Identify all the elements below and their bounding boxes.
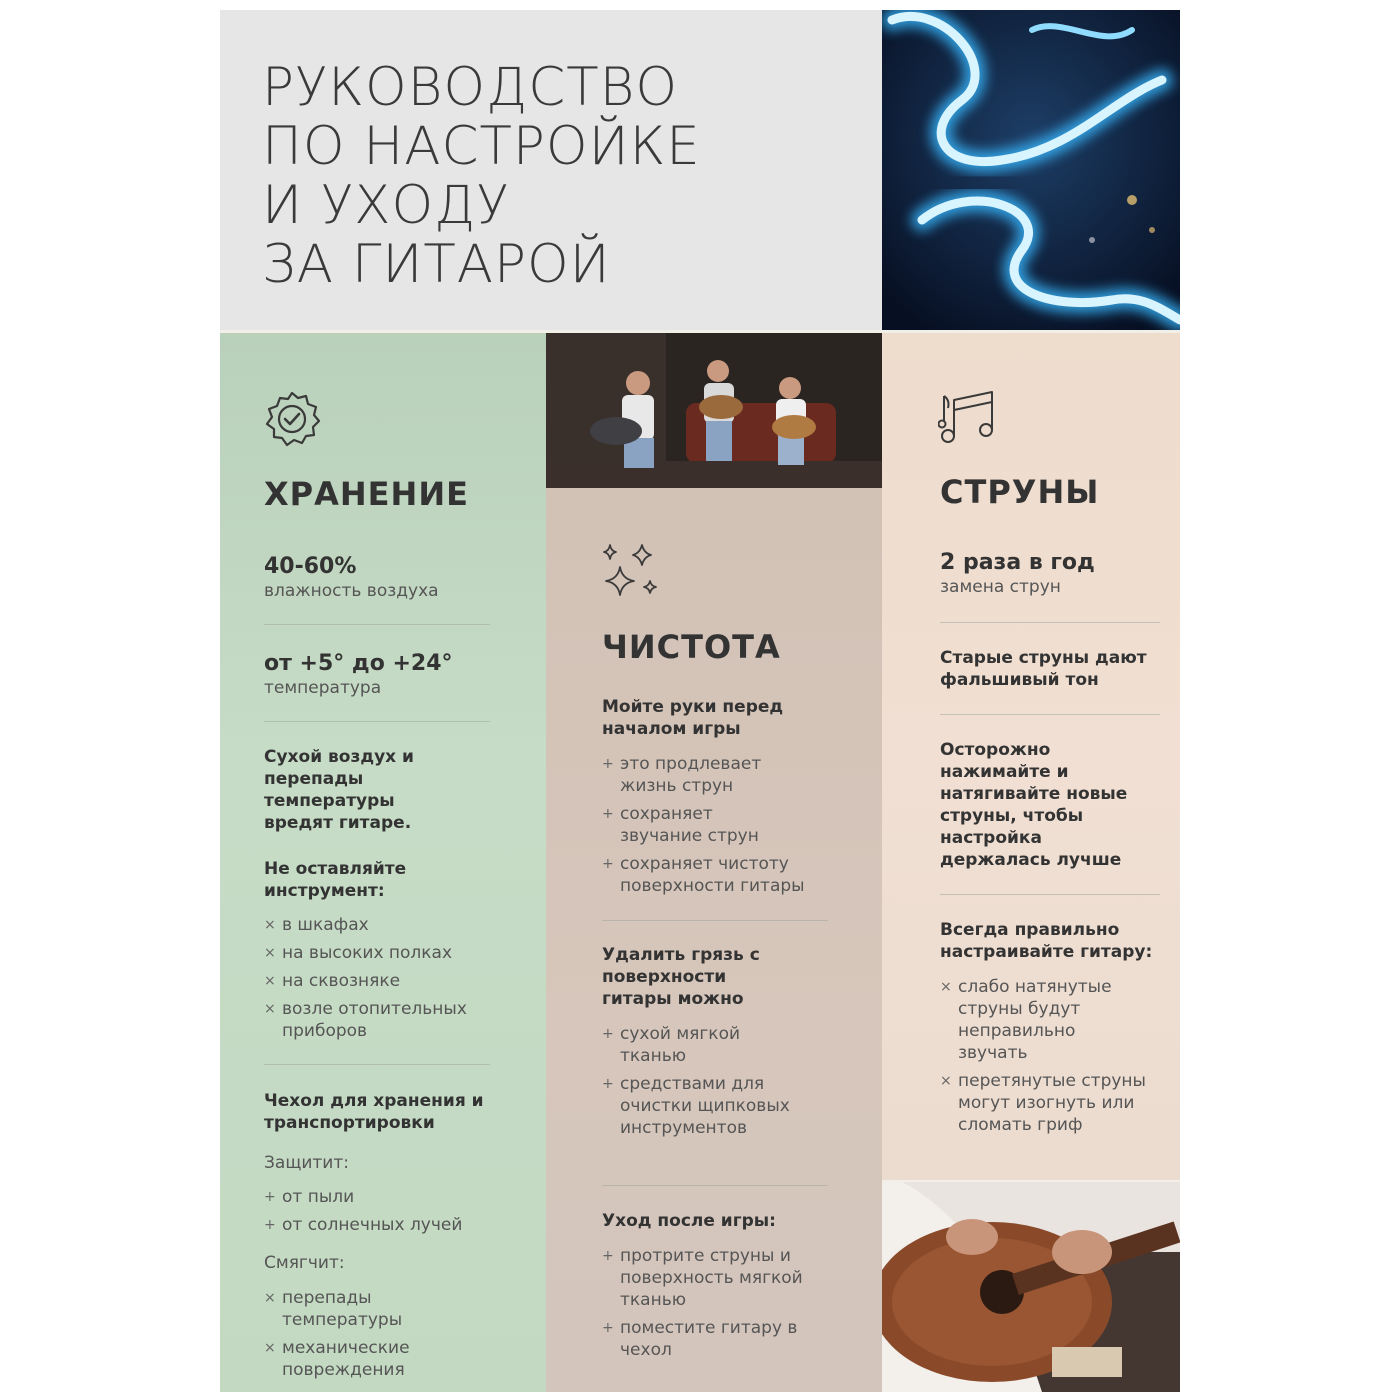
list-item: + сухой мягкой тканью <box>602 1024 741 1066</box>
musicians-illustration <box>546 333 882 488</box>
plus-mark: + <box>602 1248 614 1264</box>
plus-mark: + <box>602 1026 614 1042</box>
tune-title: Всегда правильно настраивайте гитару: <box>940 920 1153 962</box>
divider <box>940 714 1160 715</box>
replacement-frequency: 2 раза в год <box>940 550 1095 575</box>
list-item: + поместите гитару в чехол <box>602 1318 798 1360</box>
cross-mark: × <box>940 979 952 995</box>
careful-tension-note: Осторожно нажимайте и натягивайте новые струны, чтобы настройка держалась лучше <box>940 740 1128 870</box>
list-item: + сохраняет звучание струн <box>602 804 759 846</box>
title-line: ЗА ГИТАРОЙ <box>262 234 611 295</box>
strings-column <box>882 333 1180 1180</box>
tune-list <box>940 976 1170 1136</box>
divider <box>264 721 490 722</box>
cleanliness-heading: ЧИСТОТА <box>602 628 781 666</box>
old-strings-note: Старые струны дают фальшивый тон <box>940 648 1147 690</box>
storage-heading: ХРАНЕНИЕ <box>264 475 469 513</box>
list-item: × на сквозняке <box>264 971 401 991</box>
list-item: × в шкафах <box>264 915 369 935</box>
plus-mark: + <box>602 856 614 872</box>
humidity-value: 40-60% <box>264 554 357 579</box>
title-line: ПО НАСТРОЙКЕ <box>262 116 701 177</box>
guitar-closeup-photo <box>882 1182 1180 1392</box>
temperature-value: от +5° до +24° <box>264 651 453 676</box>
dirt-removal-title: Удалить грязь с поверхности гитары можно <box>602 945 760 1009</box>
dont-leave-list <box>264 914 504 1042</box>
list-item: + от солнечных лучей <box>264 1215 463 1235</box>
list-item: × на высоких полках <box>264 943 453 963</box>
cross-mark: × <box>264 973 276 989</box>
list-item: × механические повреждения <box>264 1338 410 1380</box>
soften-title: Смягчит: <box>264 1253 345 1273</box>
list-item: × перепады температуры <box>264 1288 403 1330</box>
list-item: × перетянутые струны могут изогнуть или сломать гриф <box>940 1071 1146 1135</box>
divider <box>264 624 490 625</box>
protect-list <box>264 1186 504 1236</box>
list-item: × возле отопительных приборов <box>264 999 467 1041</box>
list-item: + протрите струны и поверхность мягкой тканью <box>602 1246 803 1310</box>
divider <box>602 1185 828 1186</box>
protect-title: Защитит: <box>264 1153 349 1173</box>
soften-list <box>264 1287 444 1381</box>
wash-hands-list <box>602 753 842 897</box>
music-notes-icon <box>938 388 998 448</box>
after-play-list <box>602 1245 842 1361</box>
divider <box>264 1064 490 1065</box>
divider <box>940 622 1160 623</box>
storage-column <box>220 333 546 1392</box>
cleanliness-column <box>546 488 882 1392</box>
list-item: + сохраняет чистоту поверхности гитары <box>602 854 805 896</box>
dirt-removal-list <box>602 1023 842 1139</box>
cross-mark: × <box>264 945 276 961</box>
sparkles-icon <box>602 543 662 603</box>
cross-mark: × <box>264 1001 276 1017</box>
title-line: РУКОВОДСТВО <box>262 57 679 118</box>
title-line: И УХОДУ <box>262 175 510 236</box>
plus-mark: + <box>602 806 614 822</box>
guitar-illustration <box>882 1182 1180 1392</box>
badge-check-icon <box>263 390 321 448</box>
cross-mark: × <box>264 1290 276 1306</box>
replacement-label: замена струн <box>940 577 1061 597</box>
plus-mark: + <box>264 1217 276 1233</box>
cross-mark: × <box>940 1073 952 1089</box>
list-item: + это продлевает жизнь струн <box>602 754 762 796</box>
cross-mark: × <box>264 1340 276 1356</box>
temperature-label: температура <box>264 678 382 698</box>
after-play-title: Уход после игры: <box>602 1211 776 1231</box>
list-item: + от пыли <box>264 1187 355 1207</box>
divider <box>940 894 1160 895</box>
list-item: × слабо натянутые струны будут неправильно звучать <box>940 977 1112 1063</box>
humidity-label: влажность воздуха <box>264 581 439 601</box>
neon-light-photo <box>882 10 1180 330</box>
strings-heading: СТРУНЫ <box>940 473 1100 511</box>
neon-illustration <box>882 10 1180 330</box>
divider <box>602 920 828 921</box>
plus-mark: + <box>602 1320 614 1336</box>
list-item: + средствами для очистки щипковых инструментов <box>602 1074 790 1138</box>
dont-leave-title: Не оставляйте инструмент: <box>264 859 407 901</box>
dry-air-warning: Сухой воздух и перепады температуры вредят гитаре. <box>264 747 414 833</box>
title-block <box>220 10 882 330</box>
plus-mark: + <box>602 756 614 772</box>
guitar-care-poster <box>220 10 1180 1392</box>
wash-hands-title: Мойте руки перед началом игры <box>602 697 784 739</box>
plus-mark: + <box>602 1076 614 1092</box>
case-title: Чехол для хранения и транспортировки <box>264 1091 484 1133</box>
cross-mark: × <box>264 917 276 933</box>
musicians-photo <box>546 333 882 488</box>
plus-mark: + <box>264 1189 276 1205</box>
page-title <box>262 58 701 294</box>
